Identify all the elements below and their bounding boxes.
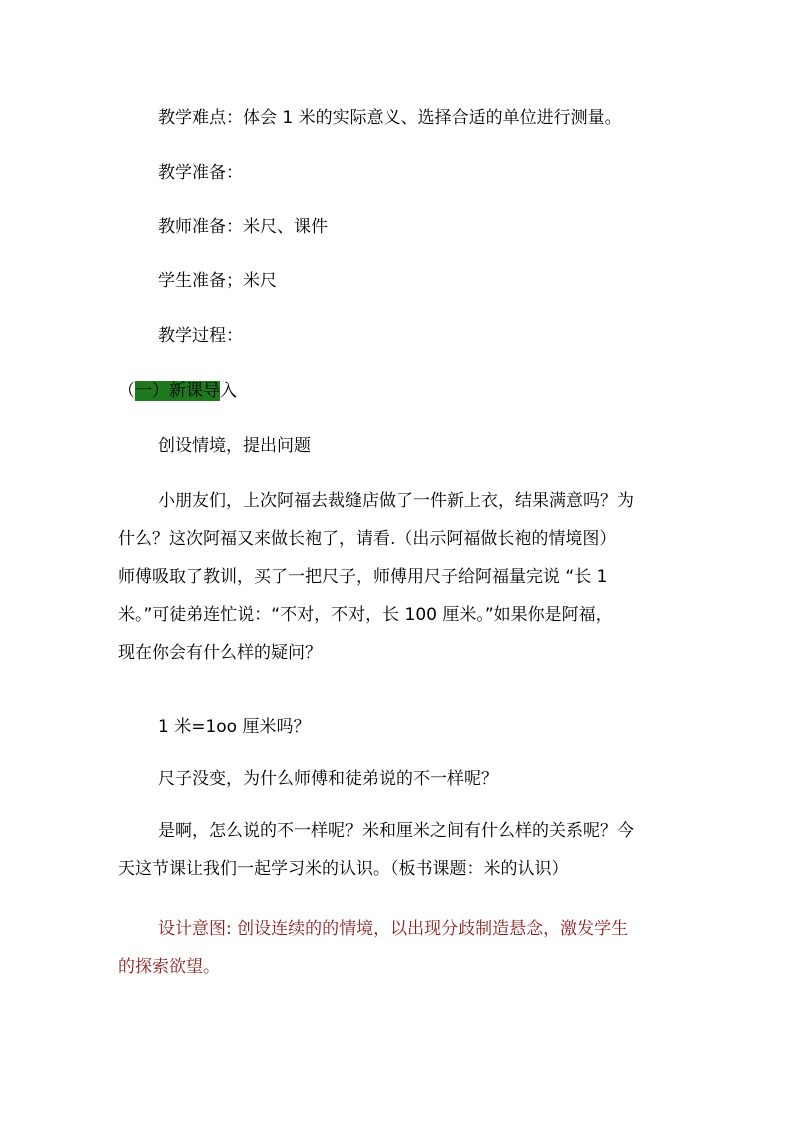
highlighted-text: 一）新课导 xyxy=(135,381,220,401)
story-paragraph xyxy=(118,482,678,672)
summary-line: 是啊，怎么说的不一样呢？米和厘米之间有什么样的关系呢？今 xyxy=(158,821,634,841)
story-line: 什么？这次阿福又来做长袍了，请看.（出示阿福做长袍的情境图） xyxy=(118,529,617,549)
preparation-heading: 教学准备： xyxy=(158,163,243,183)
design-intent-line: 设计意图: 创设连续的的情境，以出现分歧制造悬念，激发学生 xyxy=(158,919,629,939)
section-one-open: （ xyxy=(118,381,135,401)
design-intent-paragraph xyxy=(118,910,678,986)
story-line: 米。”可徒弟连忙说：“不对，不对，长 100 厘米。”如果你是阿福， xyxy=(118,605,613,625)
subheading: 创设情境，提出问题 xyxy=(158,436,311,456)
teaching-difficulty: 教学难点：体会 1 米的实际意义、选择合适的单位进行测量。 xyxy=(158,108,622,128)
summary-line: 天这节课让我们一起学习米的认识。（板书课题：米的认识） xyxy=(118,859,569,879)
design-intent-line: 的探索欲望。 xyxy=(118,957,220,977)
story-line: 小朋友们，上次阿福去裁缝店做了一件新上衣，结果满意吗？为 xyxy=(158,491,634,511)
process-heading: 教学过程： xyxy=(158,326,243,346)
story-line: 现在你会有什么样的疑问？ xyxy=(118,643,322,663)
section-one-tail: 入 xyxy=(220,381,237,401)
question-one: 1 米=1oo 厘米吗？ xyxy=(158,717,311,737)
student-preparation: 学生准备；米尺 xyxy=(158,271,277,291)
section-one-heading xyxy=(118,381,678,401)
story-line: 师傅吸取了教训，买了一把尺子，师傅用尺子给阿福量完说 “长 1 xyxy=(118,567,608,587)
question-two: 尺子没变，为什么师傅和徒弟说的不一样呢？ xyxy=(158,769,498,789)
summary-paragraph xyxy=(118,812,678,888)
teacher-preparation: 教师准备：米尺、课件 xyxy=(158,217,328,237)
